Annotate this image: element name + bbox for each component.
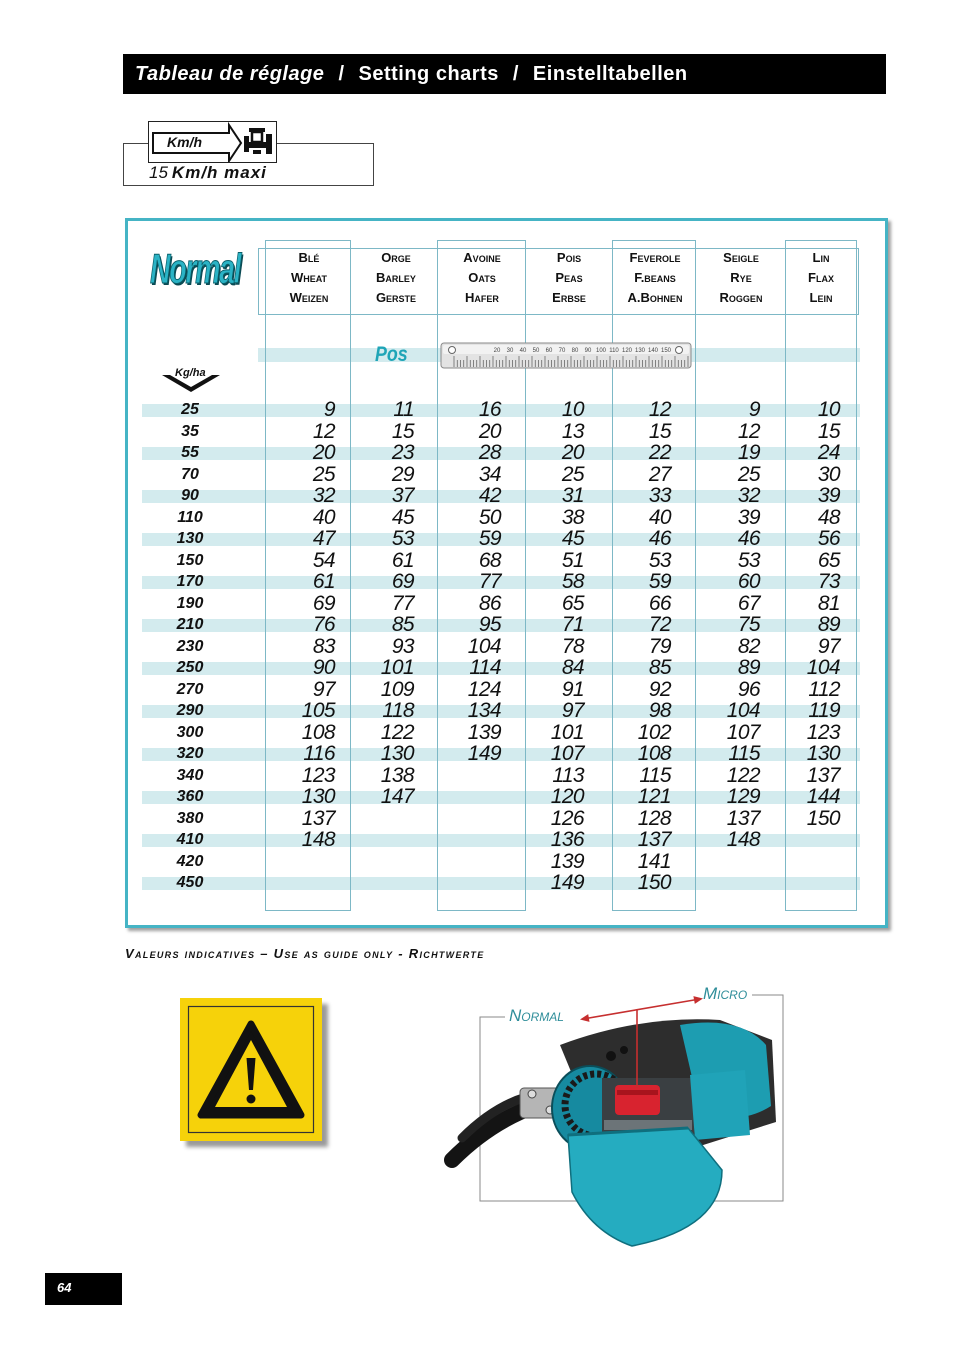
- setting-value: 69: [391, 570, 414, 593]
- setting-value: 101: [550, 720, 584, 744]
- setting-value: 53: [648, 548, 671, 572]
- column-header: Peas: [555, 270, 583, 285]
- setting-value: 107: [726, 720, 760, 744]
- setting-value: 123: [806, 720, 840, 744]
- column-header: Barley: [376, 270, 416, 285]
- setting-value: 12: [737, 419, 760, 443]
- setting-value: 25: [561, 462, 584, 486]
- ruler-scale-label: 30: [506, 348, 514, 354]
- title-french: Tableau de réglage: [135, 63, 325, 85]
- column-header: Lein: [809, 290, 833, 305]
- setting-value: 68: [478, 548, 501, 572]
- setting-value: 60: [737, 570, 760, 593]
- setting-value: 78: [561, 634, 584, 658]
- setting-value: 130: [380, 742, 414, 765]
- setting-value: 84: [561, 656, 584, 679]
- setting-value: 85: [648, 656, 671, 679]
- setting-value: 108: [637, 742, 671, 765]
- setting-value: 139: [467, 720, 501, 744]
- setting-value: 29: [391, 462, 414, 486]
- column-header: Avoine: [463, 250, 501, 265]
- setting-value: 120: [550, 785, 584, 808]
- setting-value: 124: [467, 677, 501, 701]
- setting-value: 24: [817, 441, 840, 464]
- setting-value: 122: [380, 720, 414, 744]
- rate-label: 420: [176, 852, 204, 870]
- setting-value: 102: [637, 720, 671, 744]
- open-cover: [568, 1128, 722, 1246]
- rate-label: 35: [181, 422, 199, 440]
- rate-label: 410: [176, 831, 204, 848]
- setting-value: 130: [301, 785, 335, 808]
- ruler-scale-label: 100: [595, 348, 607, 354]
- normal-label: Normal: [509, 1006, 564, 1025]
- setting-value: 16: [478, 398, 501, 421]
- setting-value: 11: [393, 398, 414, 421]
- distributor-photo: [440, 980, 800, 1260]
- column-header: Gerste: [375, 290, 417, 305]
- setting-value: 104: [467, 634, 501, 658]
- column-header: Blé: [298, 250, 320, 265]
- setting-value: 61: [391, 548, 414, 572]
- position-label: Pos: [375, 343, 408, 366]
- column-header: Roggen: [719, 290, 763, 305]
- setting-value: 33: [648, 484, 671, 507]
- setting-value: 53: [737, 548, 760, 572]
- setting-value: 112: [808, 677, 840, 701]
- setting-value: 108: [301, 720, 335, 744]
- rate-label: 380: [176, 809, 204, 827]
- rate-label: 110: [177, 508, 203, 526]
- max-speed-unit: Km/h maxi: [171, 163, 267, 182]
- rate-label: 360: [176, 788, 204, 805]
- setting-value: 137: [726, 806, 760, 830]
- setting-value: 81: [817, 591, 840, 615]
- setting-value: 138: [380, 763, 414, 787]
- setting-value: 66: [648, 591, 671, 615]
- setting-value: 20: [478, 419, 501, 443]
- column-header: Hafer: [465, 290, 499, 305]
- outer-housing: [690, 1070, 750, 1140]
- setting-value: 15: [648, 419, 671, 443]
- setting-value: 149: [467, 742, 501, 765]
- title-separator: /: [512, 63, 519, 85]
- column-header: Wheat: [290, 270, 328, 285]
- setting-value: 91: [561, 677, 584, 701]
- page-number: 64: [57, 1280, 72, 1295]
- setting-knob: [615, 1085, 660, 1115]
- setting-value: 107: [550, 742, 584, 765]
- setting-value: 134: [467, 699, 501, 722]
- column-header: Orge: [381, 250, 411, 265]
- setting-value: 97: [561, 699, 584, 722]
- setting-value: 130: [806, 742, 840, 765]
- rate-label: 130: [176, 530, 204, 547]
- setting-value: 126: [550, 806, 584, 830]
- setting-value: 65: [817, 548, 840, 572]
- setting-value: 122: [726, 763, 760, 787]
- setting-value: 12: [312, 419, 335, 443]
- ruler-icon: [440, 342, 692, 370]
- setting-value: 144: [806, 785, 840, 808]
- setting-value: 53: [391, 527, 414, 550]
- setting-value: 34: [478, 462, 501, 486]
- setting-value: 137: [637, 828, 671, 851]
- setting-value: 30: [817, 462, 840, 486]
- setting-value: 31: [561, 484, 584, 507]
- setting-value: 105: [301, 699, 335, 722]
- column-header: F.beans: [634, 270, 676, 285]
- rate-label: 170: [176, 573, 204, 590]
- setting-value: 92: [648, 677, 671, 701]
- setting-value: 48: [817, 505, 840, 529]
- setting-value: 37: [391, 484, 414, 507]
- setting-value: 58: [561, 570, 584, 593]
- setting-value: 148: [301, 828, 335, 851]
- setting-value: 25: [312, 462, 335, 486]
- setting-value: 115: [728, 742, 760, 765]
- setting-value: 150: [806, 806, 840, 830]
- setting-value: 139: [550, 849, 584, 873]
- setting-value: 85: [391, 613, 414, 636]
- column-header: A.Bohnen: [627, 290, 683, 305]
- rate-label: 450: [176, 874, 204, 891]
- setting-value: 150: [637, 871, 671, 894]
- setting-value: 104: [726, 699, 760, 722]
- setting-value: 136: [550, 828, 584, 851]
- title-german: Einstelltabellen: [532, 63, 688, 85]
- setting-value: 71: [561, 613, 584, 636]
- title-separator: /: [338, 63, 345, 85]
- setting-value: 119: [808, 699, 840, 722]
- ruler-scale-label: 110: [609, 348, 619, 354]
- rate-label: 190: [176, 594, 204, 612]
- setting-value: 137: [806, 763, 840, 787]
- ruler-scale-label: 20: [493, 348, 501, 354]
- ruler-scale-label: 120: [621, 348, 633, 354]
- warning-sign: [180, 998, 322, 1141]
- chevron-down-icon: [160, 372, 222, 394]
- column-header: Lin: [812, 250, 830, 265]
- rate-label: 55: [181, 444, 199, 461]
- setting-value: 15: [391, 419, 414, 443]
- setting-value: 75: [737, 613, 760, 636]
- setting-value: 42: [478, 484, 501, 507]
- setting-value: 59: [478, 527, 501, 550]
- setting-value: 40: [312, 505, 335, 529]
- setting-value: 128: [637, 806, 671, 830]
- speed-unit-label: Km/h: [167, 134, 202, 150]
- setting-value: 77: [478, 570, 501, 593]
- mode-title: Normal: [150, 245, 241, 292]
- ruler-scale-label: 150: [660, 348, 672, 354]
- rate-label: 230: [176, 637, 204, 655]
- column-header: Feverole: [629, 250, 681, 265]
- setting-value: 129: [726, 785, 760, 808]
- setting-value: 46: [648, 527, 671, 550]
- setting-value: 67: [737, 591, 760, 615]
- setting-value: 83: [312, 634, 335, 658]
- setting-value: 79: [648, 634, 671, 658]
- max-speed-value: 15: [149, 163, 168, 182]
- setting-value: 101: [380, 656, 414, 679]
- setting-value: 10: [817, 398, 840, 421]
- setting-value: 20: [561, 441, 584, 464]
- guide-caption: Valeurs indicatives – Use as guide only - Richtwerte: [125, 946, 485, 961]
- setting-value: 116: [303, 742, 335, 765]
- setting-value: 114: [469, 656, 501, 679]
- setting-value: 69: [312, 591, 335, 615]
- rate-label: 90: [181, 487, 199, 504]
- rate-label: 300: [176, 723, 204, 741]
- setting-value: 89: [737, 656, 760, 679]
- setting-value: 40: [648, 505, 671, 529]
- setting-value: 96: [737, 677, 760, 701]
- setting-value: 39: [817, 484, 840, 507]
- setting-value: 47: [312, 527, 335, 550]
- setting-value: 137: [301, 806, 335, 830]
- setting-value: 97: [817, 634, 840, 658]
- column-header: Seigle: [723, 250, 759, 265]
- column-header: Erbse: [552, 290, 586, 305]
- setting-value: 73: [817, 570, 840, 593]
- setting-value: 38: [561, 505, 584, 529]
- setting-value: 51: [561, 548, 584, 572]
- setting-value: 82: [737, 634, 760, 658]
- rate-label: 250: [176, 659, 204, 676]
- rate-label: 70: [181, 465, 199, 483]
- ruler-scale-label: 140: [647, 348, 659, 354]
- rate-label: 270: [176, 680, 204, 698]
- setting-value: 13: [561, 419, 584, 443]
- setting-value: 98: [648, 699, 671, 722]
- rate-label: 340: [176, 766, 204, 784]
- setting-value: 95: [478, 613, 501, 636]
- setting-value: 77: [391, 591, 414, 615]
- setting-value: 72: [648, 613, 671, 636]
- ruler-scale-label: 50: [532, 348, 540, 354]
- rate-label: 290: [176, 702, 204, 719]
- setting-value: 9: [323, 398, 335, 421]
- setting-value: 123: [301, 763, 335, 787]
- rate-label: 320: [176, 745, 204, 762]
- setting-value: 147: [380, 785, 414, 808]
- setting-value: 32: [737, 484, 760, 507]
- setting-value: 113: [552, 763, 584, 787]
- setting-value: 45: [391, 505, 414, 529]
- setting-value: 54: [312, 548, 335, 572]
- setting-value: 32: [312, 484, 335, 507]
- setting-value: 25: [737, 462, 760, 486]
- setting-value: 9: [748, 398, 760, 421]
- rate-label: 150: [176, 551, 204, 569]
- setting-value: 149: [550, 871, 584, 894]
- rate-label: 210: [176, 616, 204, 633]
- setting-value: 27: [648, 462, 671, 486]
- setting-value: 50: [478, 505, 501, 529]
- ruler-scale-label: 70: [558, 348, 566, 354]
- setting-value: 76: [312, 613, 335, 636]
- setting-value: 65: [561, 591, 584, 615]
- ruler-scale-label: 90: [584, 348, 592, 354]
- column-header: Flax: [808, 270, 834, 285]
- setting-value: 93: [391, 634, 414, 658]
- setting-value: 45: [561, 527, 584, 550]
- ruler-scale-label: 80: [571, 348, 579, 354]
- setting-value: 39: [737, 505, 760, 529]
- setting-value: 10: [561, 398, 584, 421]
- warning-triangle-icon: [180, 998, 322, 1141]
- ruler-scale-label: 130: [634, 348, 646, 354]
- title-english: Setting charts: [358, 63, 499, 85]
- setting-value: 59: [648, 570, 671, 593]
- setting-value: 141: [637, 849, 671, 873]
- column-header: Weizen: [289, 290, 329, 305]
- column-header: Pois: [556, 250, 582, 265]
- setting-value: 56: [817, 527, 840, 550]
- rate-label: 25: [181, 401, 199, 418]
- setting-value: 20: [312, 441, 335, 464]
- setting-value: 104: [806, 656, 840, 679]
- column-header: Rye: [730, 270, 752, 285]
- rate-unit-label: Kg/ha: [175, 367, 206, 379]
- setting-value: 15: [817, 419, 840, 443]
- micro-label: Micro: [703, 984, 748, 1003]
- ruler-scale-label: 40: [519, 348, 527, 354]
- setting-value: 148: [726, 828, 760, 851]
- setting-value: 23: [391, 441, 414, 464]
- setting-value: 121: [637, 785, 671, 808]
- setting-value: 19: [737, 441, 760, 464]
- setting-value: 115: [639, 763, 671, 787]
- setting-value: 28: [478, 441, 501, 464]
- ruler-scale-label: 60: [545, 348, 553, 354]
- column-header: Oats: [468, 270, 496, 285]
- setting-value: 22: [648, 441, 671, 464]
- setting-value: 109: [380, 677, 414, 701]
- setting-value: 118: [382, 699, 414, 722]
- setting-value: 97: [312, 677, 335, 701]
- setting-value: 46: [737, 527, 760, 550]
- setting-value: 61: [312, 570, 335, 593]
- setting-value: 86: [478, 591, 501, 615]
- setting-value: 89: [817, 613, 840, 636]
- setting-value: 12: [648, 398, 671, 421]
- setting-value: 90: [312, 656, 335, 679]
